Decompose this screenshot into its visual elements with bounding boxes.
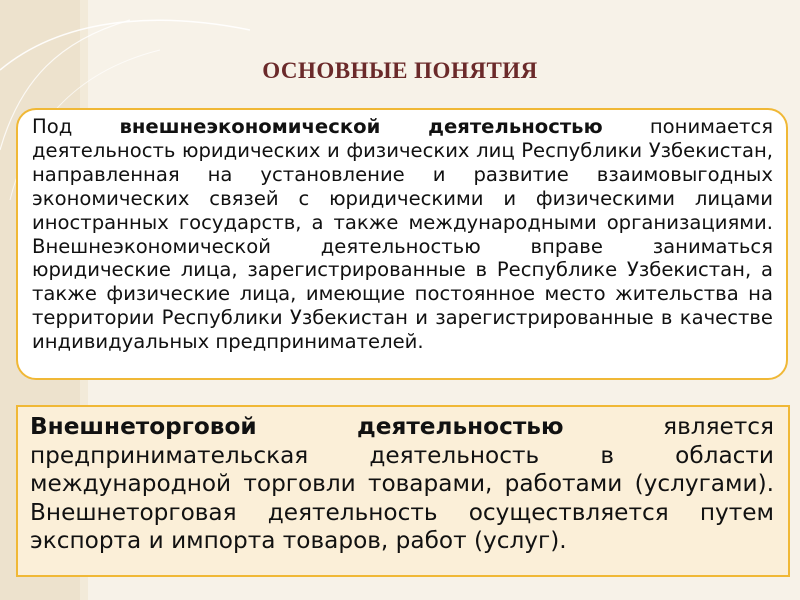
definition-box-external-economic bbox=[16, 108, 788, 380]
term-highlight: внешнеэкономической деятельностью bbox=[119, 115, 603, 138]
definition-text: является предпринимательская деятельность в области международной торговли товарами, работами (услугами). Внешнеторговая деятельность осуществляется путем экспорта и импорта товаров, работ (услуг). bbox=[30, 413, 774, 555]
definition-paragraph bbox=[30, 413, 774, 556]
definition-paragraph bbox=[32, 115, 773, 354]
lead-word: Под bbox=[32, 115, 73, 138]
page-title: ОСНОВНЫЕ ПОНЯТИЯ bbox=[262, 58, 538, 83]
definition-box-foreign-trade bbox=[16, 405, 790, 577]
definition-text: понимается деятельность юридических и физических лиц Республики Узбекистан, направленная на установление и развитие взаимовыгодных экономических связей с юридическими и физическими лицами иностранных государств, а также международными организациями. Внешнеэкономической деятельностью вправе заниматься юридические лица, зарегистрированные в Республике Узбекистан, а также физические лица, имеющие постоянное место жительства на территории Республики Узбекистан и зарегистрированные в качестве индивидуальных предпринимателей. bbox=[32, 115, 774, 354]
term-highlight: Внешнеторговой деятельностью bbox=[30, 413, 564, 440]
